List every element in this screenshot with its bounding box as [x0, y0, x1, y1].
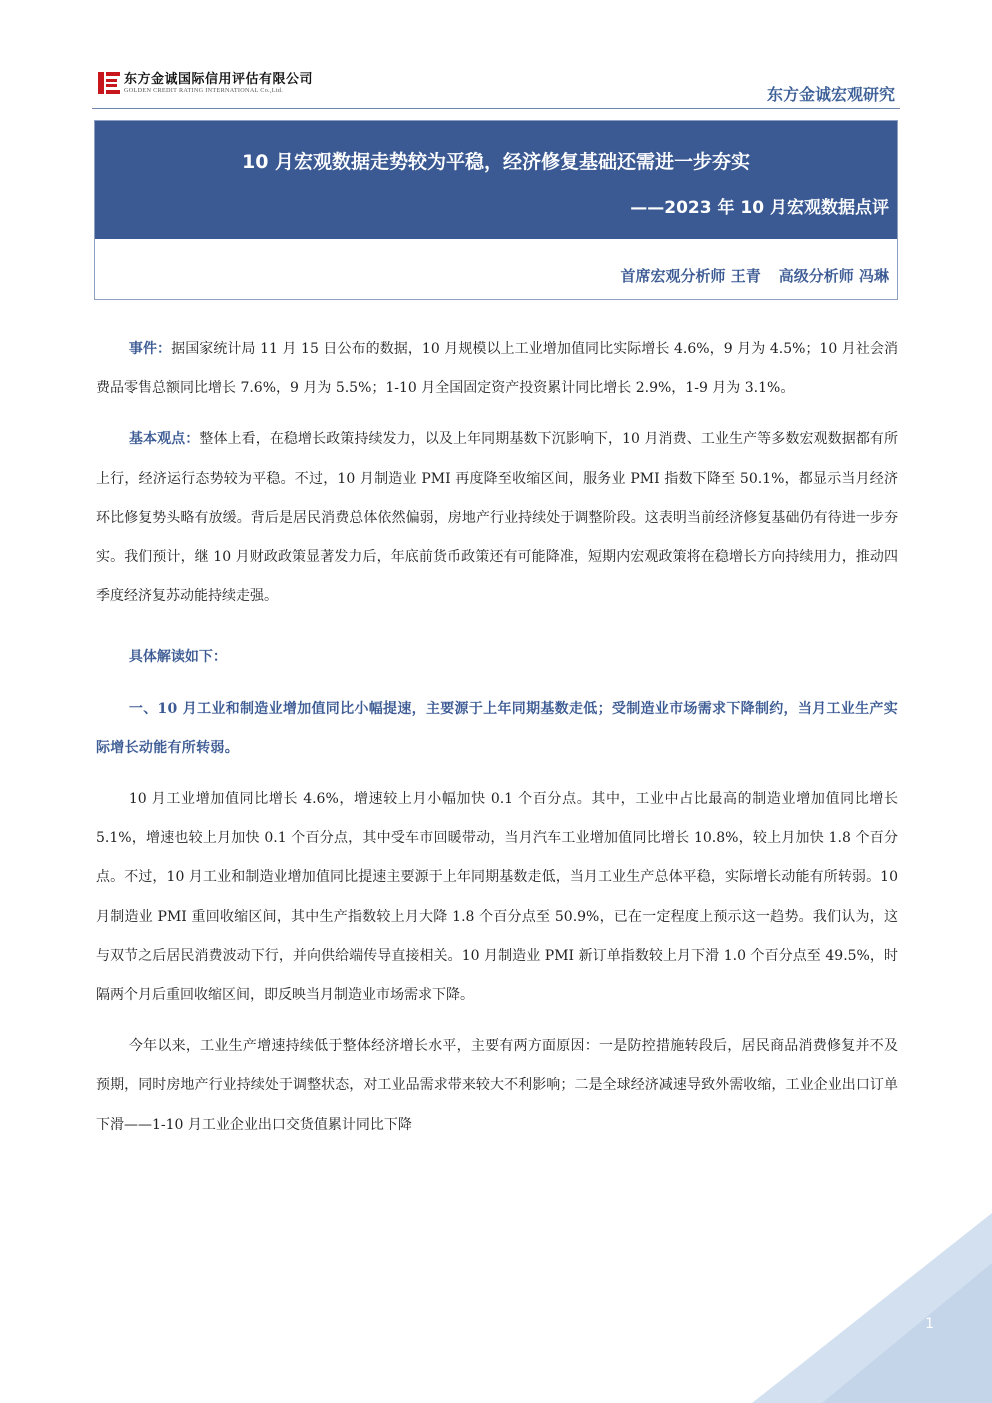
- title-band: [95, 121, 897, 239]
- author-chief: 首席宏观分析师 王青: [620, 267, 761, 285]
- report-body: [96, 330, 898, 1145]
- event-paragraph: [96, 330, 898, 408]
- company-name-cn: 东方金诚国际信用评估有限公司: [124, 72, 314, 87]
- report-title: 10 月宏观数据走势较为平稳，经济修复基础还需进一步夯实: [241, 151, 751, 173]
- header-divider: [92, 108, 900, 109]
- event-label: 事件：: [128, 341, 172, 357]
- view-text: 整体上看，在稳增长政策持续发力，以及上年同期基数下沉影响下，10 月消费、工业生产等多数宏观数据都有所上行，经济运行态势较为平稳。不过，10 月制造业 PMI 再度降至收缩区间，服务业 PMI 指数下降至 50.1%，都显示当月经济环比修复势头略有放缓。背后是居民消费总体依然偏弱，房地产行业持续处于调整阶段。这表明当前经济修复基础仍有待进一步夯实。我们预计，继 10 月财政政策显著发力后，年底前货币政策还有可能降准，短期内宏观政策将在稳增长方向持续用力，推动四季度经济复苏动能持续走强。: [96, 431, 899, 605]
- paragraph-2: 今年以来，工业生产增速持续低于整体经济增长水平，主要有两方面原因：一是防控措施转段后，居民商品消费修复并不及预期，同时房地产行业持续处于调整状态，对工业品需求带来较大不利影响；二是全球经济减速导致外需收缩，工业企业出口订单下滑——1-10 月工业企业出口交货值累计同比下降: [96, 1038, 898, 1133]
- title-box: [94, 120, 898, 300]
- author-senior: 高级分析师 冯琳: [778, 267, 889, 285]
- event-text: 据国家统计局 11 月 15 日公布的数据，10 月规模以上工业增加值同比实际增长 4.6%，9 月为 4.5%；10 月社会消费品零售总额同比增长 7.6%，9 月为 5.5%；1-10 月全国固定资产投资累计同比增长 2.9%，1-9 月为 3.1%。: [96, 341, 898, 397]
- corner-decoration: [752, 1203, 992, 1403]
- section1-heading: 一、10 月工业和制造业增加值同比小幅提速，主要源于上年同期基数走低；受制造业市场需求下降制约，当月工业生产实际增长动能有所转弱。: [96, 700, 898, 756]
- logo-mark-icon: [98, 72, 120, 94]
- report-subtitle: ——2023 年 10 月宏观数据点评: [630, 198, 889, 218]
- view-label: 基本观点：: [128, 431, 200, 448]
- page-number: 1: [925, 1316, 934, 1332]
- research-brand: 东方金诚宏观研究: [766, 85, 895, 104]
- company-logo: [98, 72, 313, 96]
- view-paragraph: [96, 420, 898, 616]
- detail-label: 具体解读如下：: [128, 649, 227, 666]
- page-header: [0, 0, 992, 112]
- author-line: [621, 265, 889, 286]
- company-name-en: GOLDEN CREDIT RATING INTERNATIONAL Co.,Ltd.: [124, 87, 284, 94]
- paragraph-1: 10 月工业增加值同比增长 4.6%，增速较上月小幅加快 0.1 个百分点。其中，工业中占比最高的制造业增加值同比增长 5.1%，增速也较上月加快 0.1 个百分点，其中受车市回暖带动，当月汽车工业增加值同比增长 10.8%，较上月加快 1.8 个百分点。不过，10 月工业和制造业增加值同比提速主要源于上年同期基数走低，当月工业生产总体平稳，实际增长动能有所转弱。10 月制造业 PMI 重回收缩区间，其中生产指数较上月大降 1.8 个百分点至 50.9%，已在一定程度上预示这一趋势。我们认为，这与双节之后居民消费波动下行，并向供给端传导直接相关。10 月制造业 PMI 新订单指数较上月下滑 1.0 个百分点至 49.5%，时隔两个月后重回收缩区间，即反映当月制造业市场需求下降。: [96, 791, 898, 1004]
